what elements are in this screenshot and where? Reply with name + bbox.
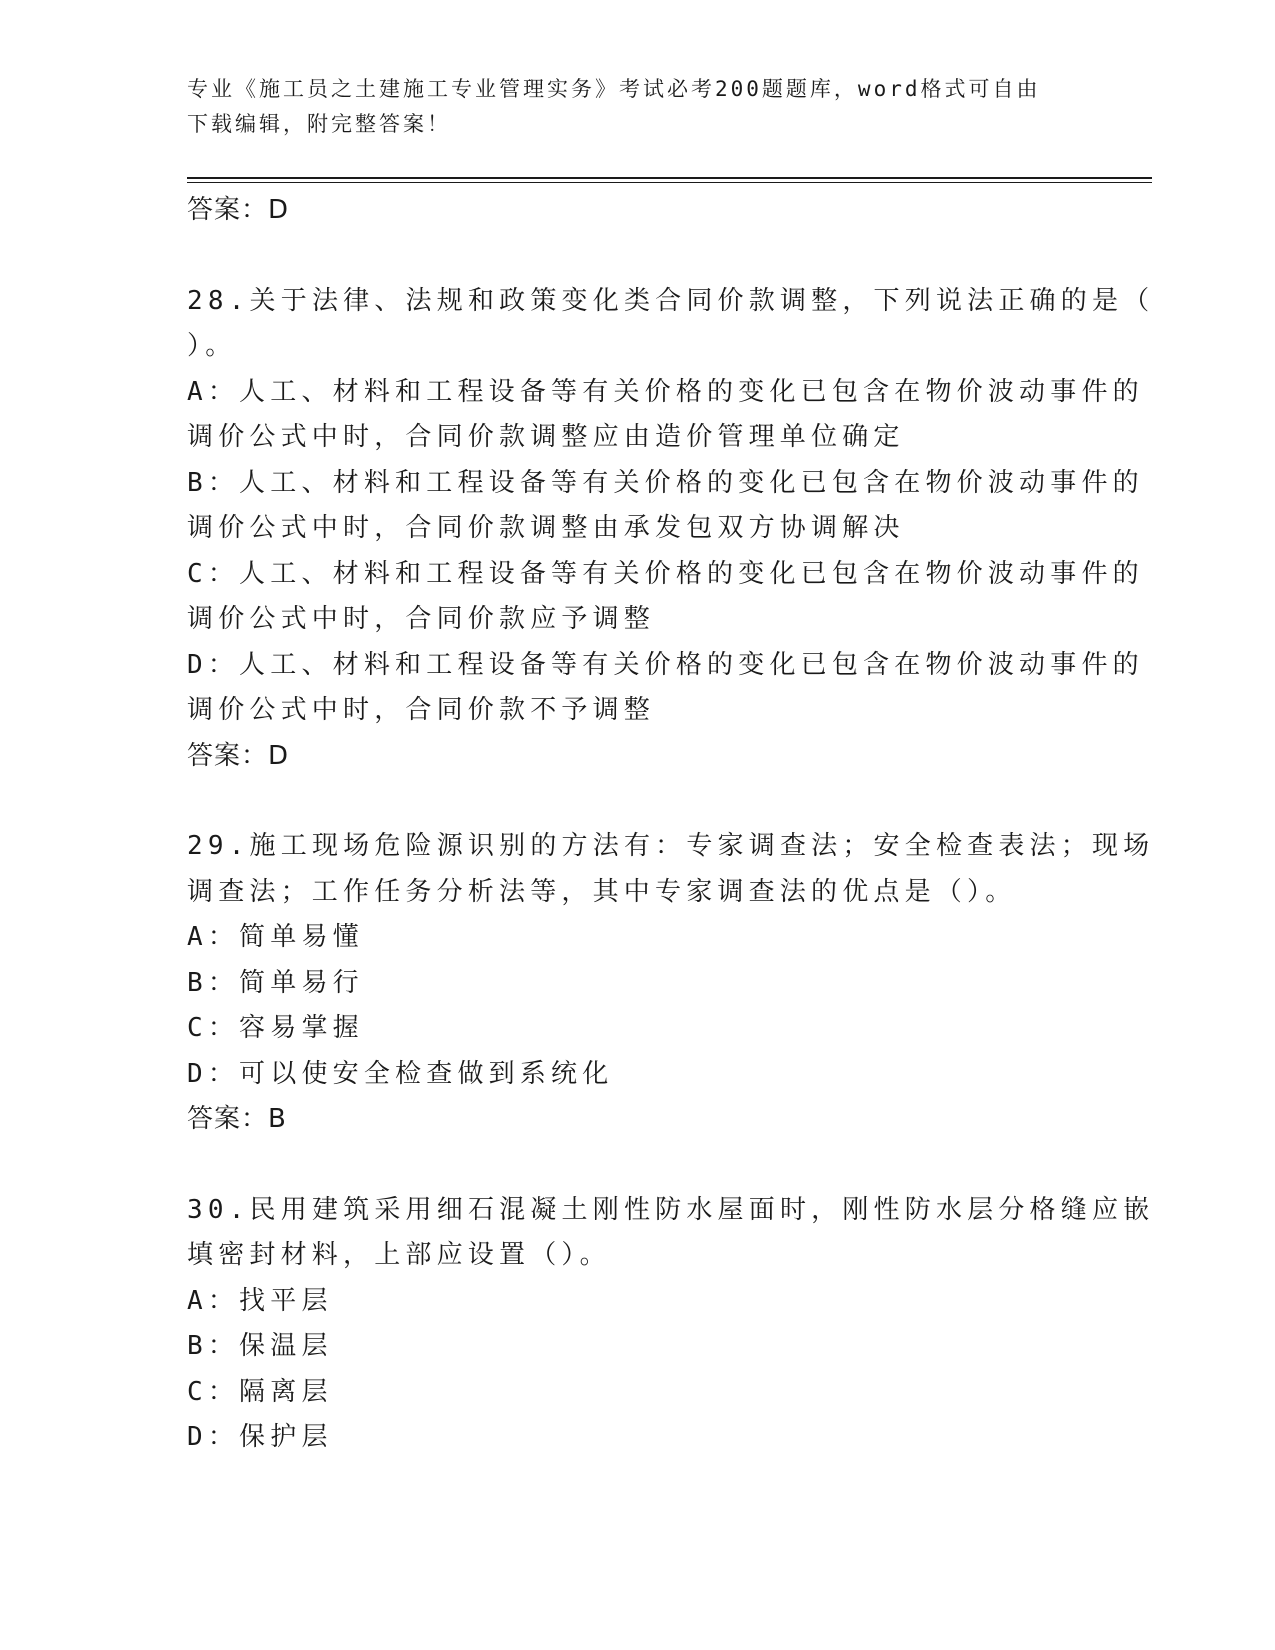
- question-stem-line: ）。: [187, 331, 237, 361]
- block-spacer: [187, 234, 1087, 279]
- option-c-line: 调价公式中时，合同价款应予调整: [187, 604, 656, 634]
- answer-line: 答案：B: [187, 1104, 287, 1134]
- question-stem-line: 29.施工现场危险源识别的方法有：专家调查法；安全检查表法；现场: [187, 831, 1155, 861]
- option-b-line: 调价公式中时，合同价款调整由承发包双方协调解决: [187, 513, 905, 543]
- question-stem-line: 28.关于法律、法规和政策变化类合同价款调整，下列说法正确的是（: [187, 285, 1155, 316]
- question-30: [187, 1188, 1155, 1461]
- previous-answer: 答案：D: [187, 195, 290, 225]
- option-a-line: A：简单易懂: [187, 922, 364, 952]
- option-d-line: D：人工、材料和工程设备等有关价格的变化已包含在物价波动事件的: [187, 649, 1144, 680]
- question-stem-line: 调查法；工作任务分析法等，其中专家调查法的优点是（）。: [187, 876, 1017, 907]
- header-line-1: 专业《施工员之土建施工专业管理实务》考试必考200题题库，word格式可自由: [187, 77, 1041, 101]
- question-29: [187, 824, 1155, 1143]
- question-stem-line: 填密封材料，上部应设置（）。: [187, 1240, 611, 1270]
- option-b-line: B：简单易行: [187, 967, 364, 998]
- option-b-line: B：保温层: [187, 1331, 333, 1361]
- option-b-line: B：人工、材料和工程设备等有关价格的变化已包含在物价波动事件的: [187, 467, 1144, 498]
- option-a-line: A：找平层: [187, 1285, 333, 1316]
- option-a-line: A：人工、材料和工程设备等有关价格的变化已包含在物价波动事件的: [187, 376, 1144, 407]
- question-stem-line: 30.民用建筑采用细石混凝土刚性防水屋面时，刚性防水层分格缝应嵌: [187, 1194, 1155, 1225]
- option-a-line: 调价公式中时，合同价款调整应由造价管理单位确定: [187, 422, 905, 452]
- answer-line: 答案：D: [187, 740, 290, 771]
- question-content: [187, 188, 1155, 1461]
- header-divider-thin: [187, 182, 1152, 183]
- question-28: [187, 279, 1155, 780]
- option-c-line: C：隔离层: [187, 1376, 333, 1407]
- block-spacer: [187, 1143, 1087, 1188]
- option-c-line: C：人工、材料和工程设备等有关价格的变化已包含在物价波动事件的: [187, 558, 1144, 589]
- page-header: [187, 72, 1067, 142]
- option-d-line: 调价公式中时，合同价款不予调整: [187, 695, 656, 725]
- header-divider-thick: [187, 177, 1152, 179]
- option-d-line: D：可以使安全检查做到系统化: [187, 1058, 614, 1089]
- header-line-2: 下载编辑，附完整答案！: [187, 112, 451, 136]
- option-d-line: D：保护层: [187, 1422, 333, 1452]
- option-c-line: C：容易掌握: [187, 1013, 364, 1043]
- block-spacer: [187, 779, 1087, 824]
